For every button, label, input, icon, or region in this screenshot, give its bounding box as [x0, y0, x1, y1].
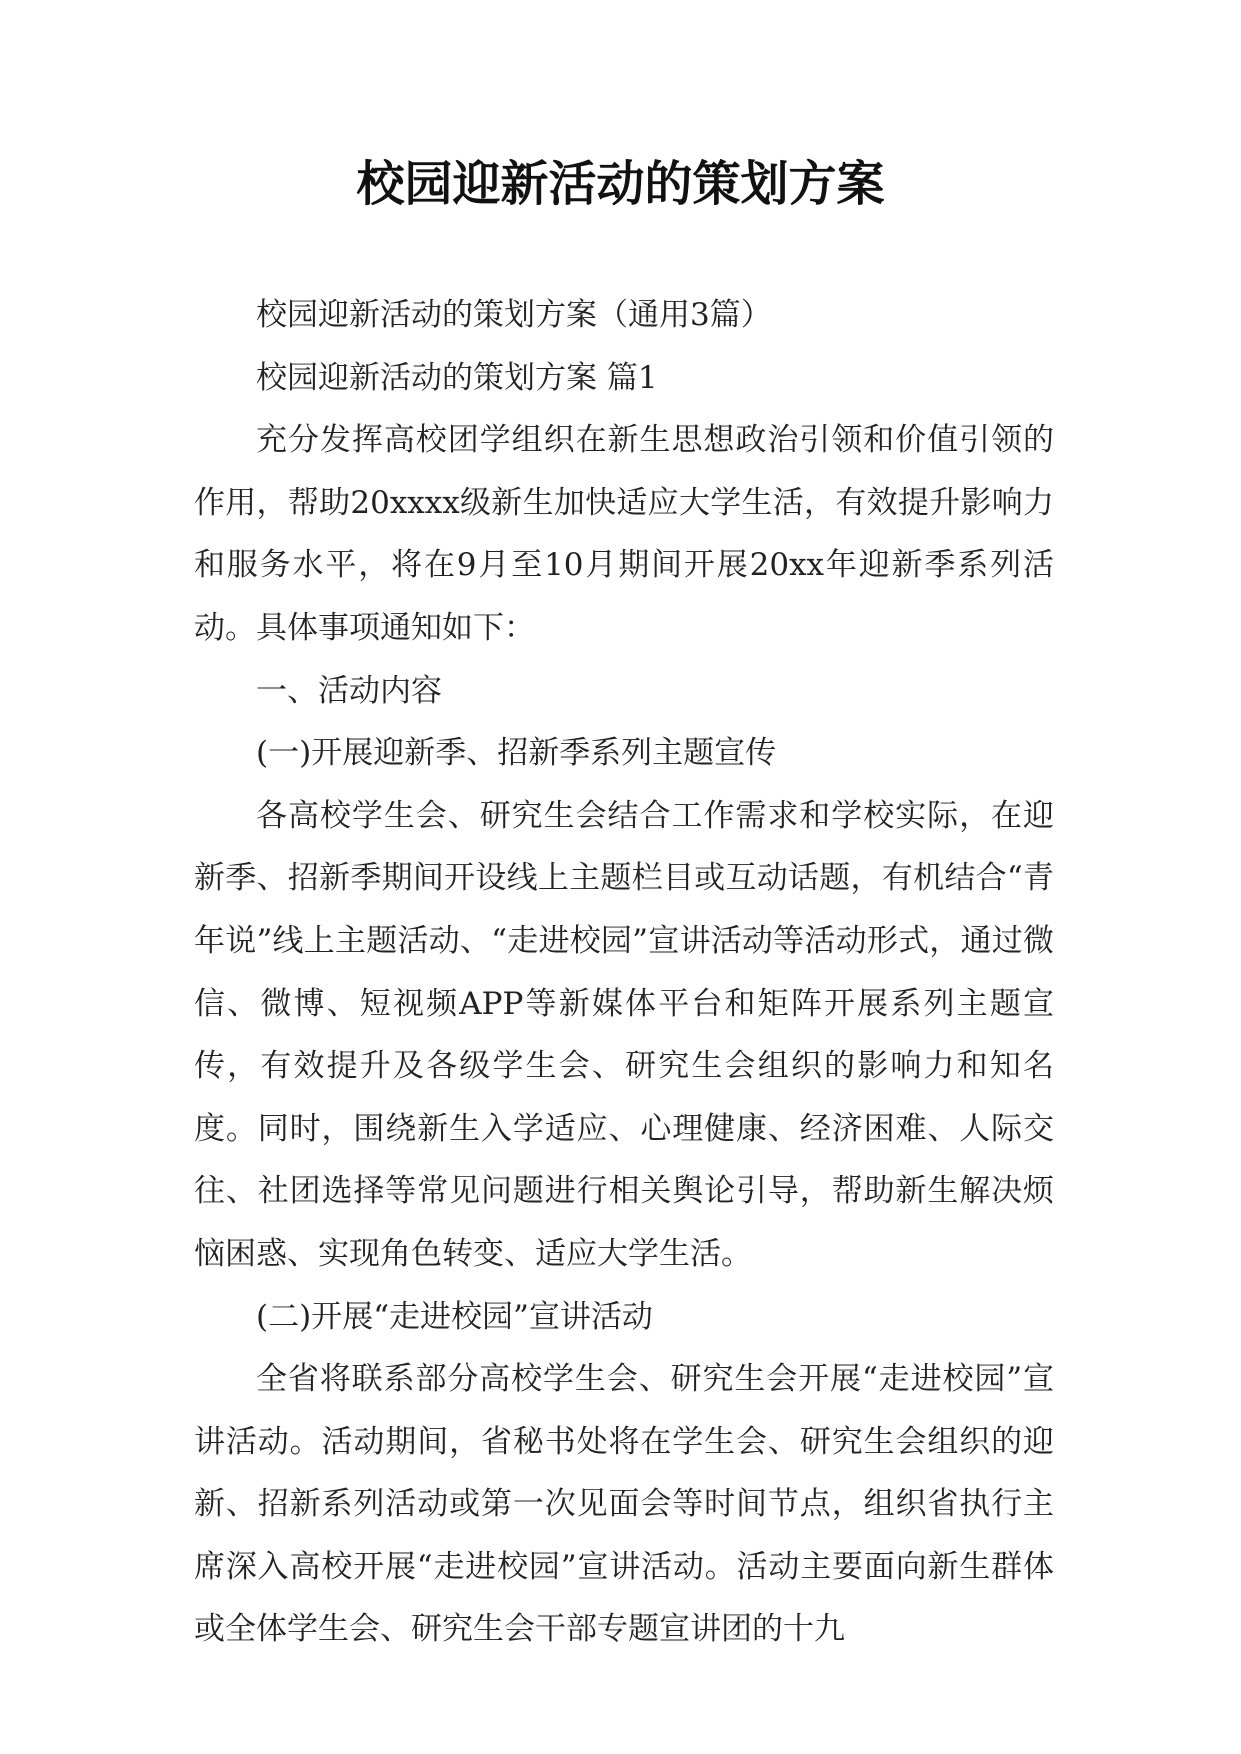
document-title: 校园迎新活动的策划方案	[356, 156, 885, 212]
paragraph: 各高校学生会、研究生会结合工作需求和学校实际，在迎新季、招新季期间开设线上主题栏目或互动话题，有机结合“青年说”线上主题活动、“走进校园”宣讲活动等活动形式，通过微信、微博、短视频APP等新媒体平台和矩阵开展系列主题宣传，有效提升及各级学生会、研究生会组织的影响力和知名度。同时，围绕新生入学适应、心理健康、经济困难、人际交往、社团选择等常见问题进行相关舆论引导，帮助新生解决烦恼困惑、实现角色转变、适应大学生活。	[194, 797, 1054, 1272]
doc-subtitle: 校园迎新活动的策划方案（通用3篇）	[256, 297, 772, 333]
document-body	[194, 284, 1054, 1661]
paragraph: 全省将联系部分高校学生会、研究生会开展“走进校园”宣讲活动。活动期间，省秘书处将在学生会、研究生会组织的迎新、招新系列活动或第一次见面会等时间节点，组织省执行主席深入高校开展“走进校园”宣讲活动。活动主要面向新生群体或全体学生会、研究生会干部专题宣讲团的十九	[194, 1361, 1054, 1648]
paragraph: 充分发挥高校团学组织在新生思想政治引领和价值引领的作用，帮助20xxxx级新生加快适应大学生活，有效提升影响力和服务水平，将在9月至10月期间开展20xx年迎新季系列活动。具体事项通知如下：	[194, 422, 1054, 646]
section-heading: 一、活动内容	[256, 672, 442, 709]
subsection-heading: (二)开展“走进校园”宣讲活动	[256, 1298, 653, 1335]
section-heading: 校园迎新活动的策划方案 篇1	[256, 359, 658, 396]
subsection-heading: (一)开展迎新季、招新季系列主题宣传	[256, 735, 777, 772]
